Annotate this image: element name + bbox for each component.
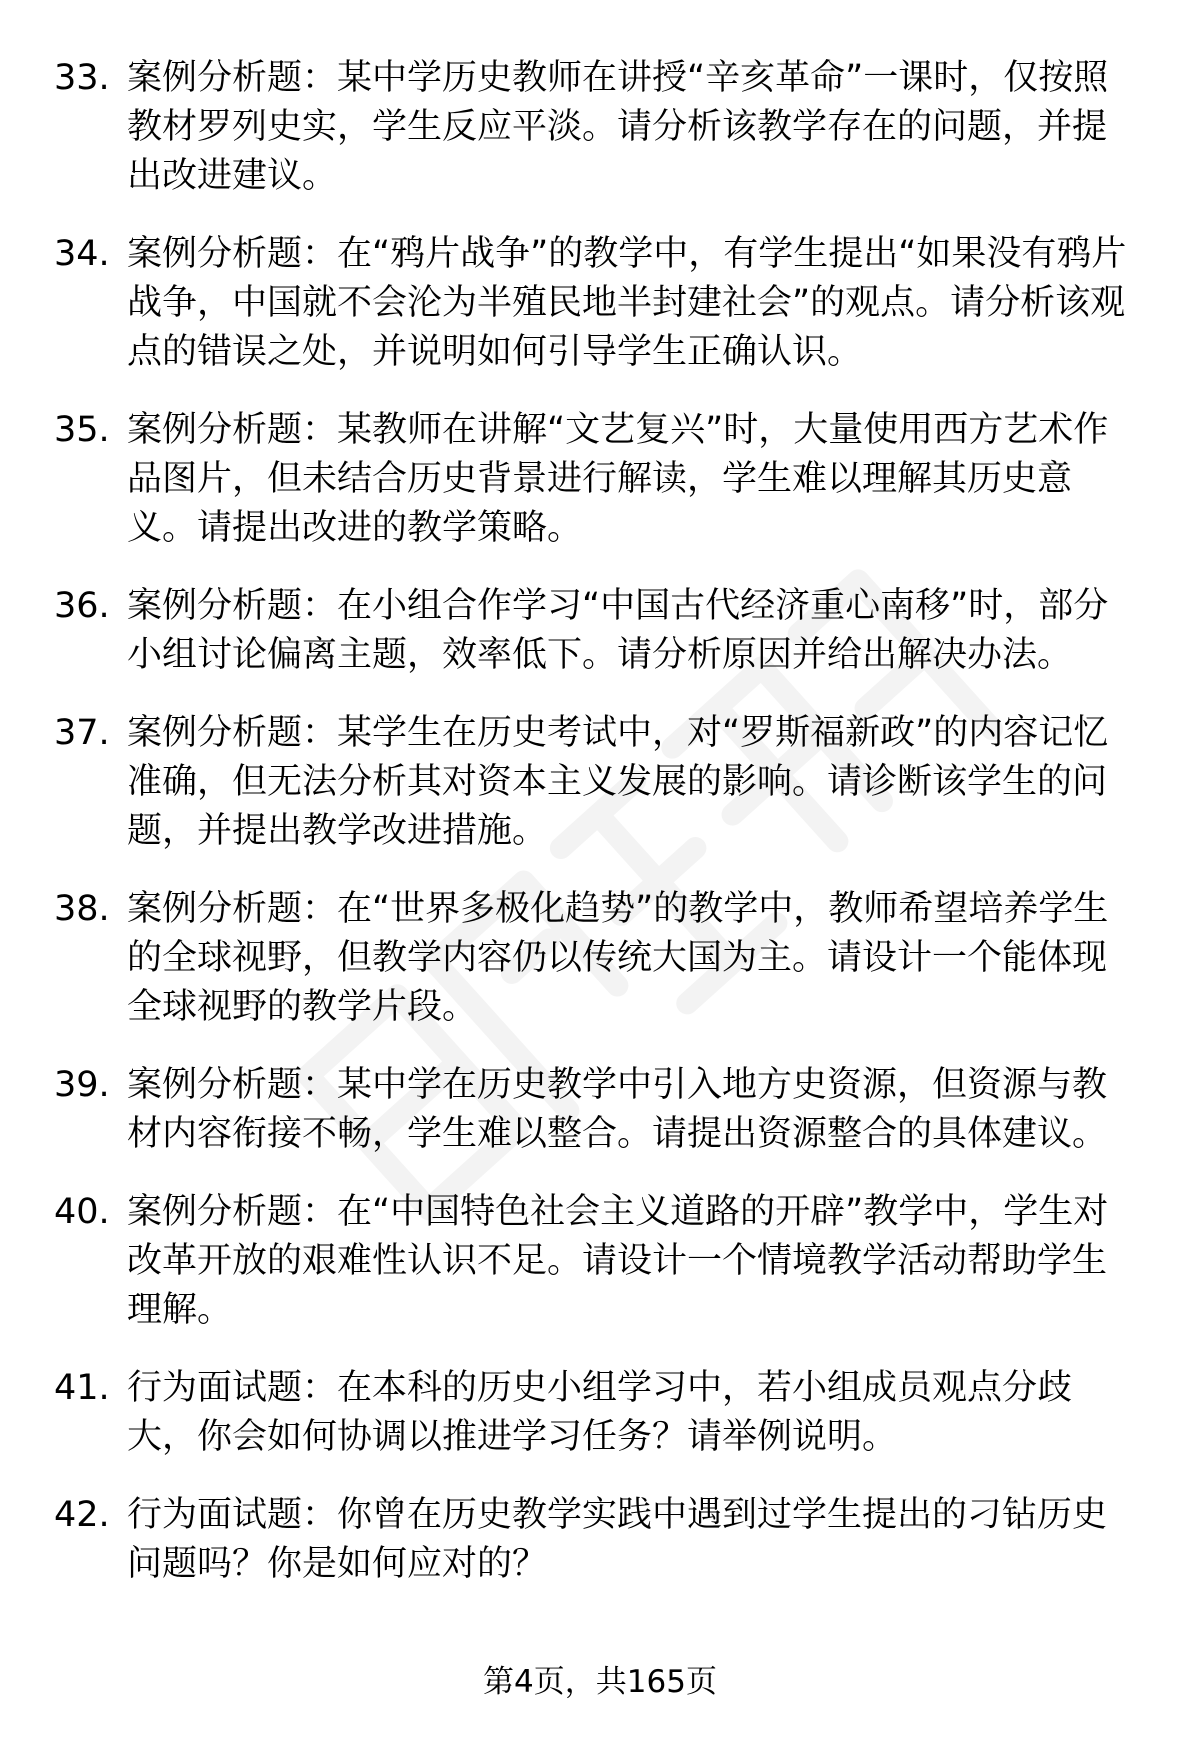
question-number: 41. xyxy=(54,1368,110,1408)
question-item xyxy=(0,1188,1200,1335)
question-number: 38. xyxy=(54,889,110,929)
question-text: 案例分析题：某教师在讲解“文艺复兴”时，大量使用西方艺术作品图片，但未结合历史背景进行解读，学生难以理解其历史意义。请提出改进的教学策略。 xyxy=(127,410,1109,548)
page-footer: 第4页，共165页 xyxy=(483,1664,717,1700)
question-number: 37. xyxy=(54,713,110,753)
question-item xyxy=(0,1364,1200,1462)
question-number: 42. xyxy=(54,1495,110,1535)
question-number: 36. xyxy=(54,586,110,626)
question-text: 案例分析题：在“鸦片战争”的教学中，有学生提出“如果没有鸦片战争，中国就不会沦为半殖民地半封建社会”的观点。请分析该观点的错误之处，并说明如何引导学生正确认识。 xyxy=(127,234,1127,372)
question-text: 行为面试题：你曾在历史教学实践中遇到过学生提出的刁钻历史问题吗？你是如何应对的？ xyxy=(127,1495,1108,1584)
question-item xyxy=(0,885,1200,1032)
question-item xyxy=(0,1061,1200,1159)
question-item xyxy=(0,1491,1200,1589)
question-item xyxy=(0,582,1200,680)
question-text: 案例分析题：在“中国特色社会主义道路的开辟”教学中，学生对改革开放的艰难性认识不足。请设计一个情境教学活动帮助学生理解。 xyxy=(127,1192,1109,1330)
question-number: 33. xyxy=(54,58,110,98)
question-item xyxy=(0,54,1200,201)
question-text: 行为面试题：在本科的历史小组学习中，若小组成员观点分歧大，你会如何协调以推进学习任务？请举例说明。 xyxy=(127,1368,1073,1457)
question-text: 案例分析题：某中学在历史教学中引入地方史资源，但资源与教材内容衔接不畅，学生难以整合。请提出资源整合的具体建议。 xyxy=(127,1065,1108,1154)
question-item xyxy=(0,406,1200,553)
question-number: 40. xyxy=(54,1192,110,1232)
question-item xyxy=(0,709,1200,856)
question-text: 案例分析题：在小组合作学习“中国古代经济重心南移”时，部分小组讨论偏离主题，效率低下。请分析原因并给出解决办法。 xyxy=(127,586,1109,675)
question-number: 34. xyxy=(54,234,110,274)
question-list xyxy=(0,54,1200,1589)
question-item xyxy=(0,230,1200,377)
question-number: 35. xyxy=(54,410,110,450)
question-number: 39. xyxy=(54,1065,110,1105)
question-text: 案例分析题：某中学历史教师在讲授“辛亥革命”一课时，仅按照教材罗列史实，学生反应平淡。请分析该教学存在的问题，并提出改进建议。 xyxy=(127,58,1109,196)
question-text: 案例分析题：在“世界多极化趋势”的教学中，教师希望培养学生的全球视野，但教学内容仍以传统大国为主。请设计一个能体现全球视野的教学片段。 xyxy=(127,889,1109,1027)
question-text: 案例分析题：某学生在历史考试中，对“罗斯福新政”的内容记忆准确，但无法分析其对资本主义发展的影响。请诊断该学生的问题，并提出教学改进措施。 xyxy=(127,713,1109,851)
